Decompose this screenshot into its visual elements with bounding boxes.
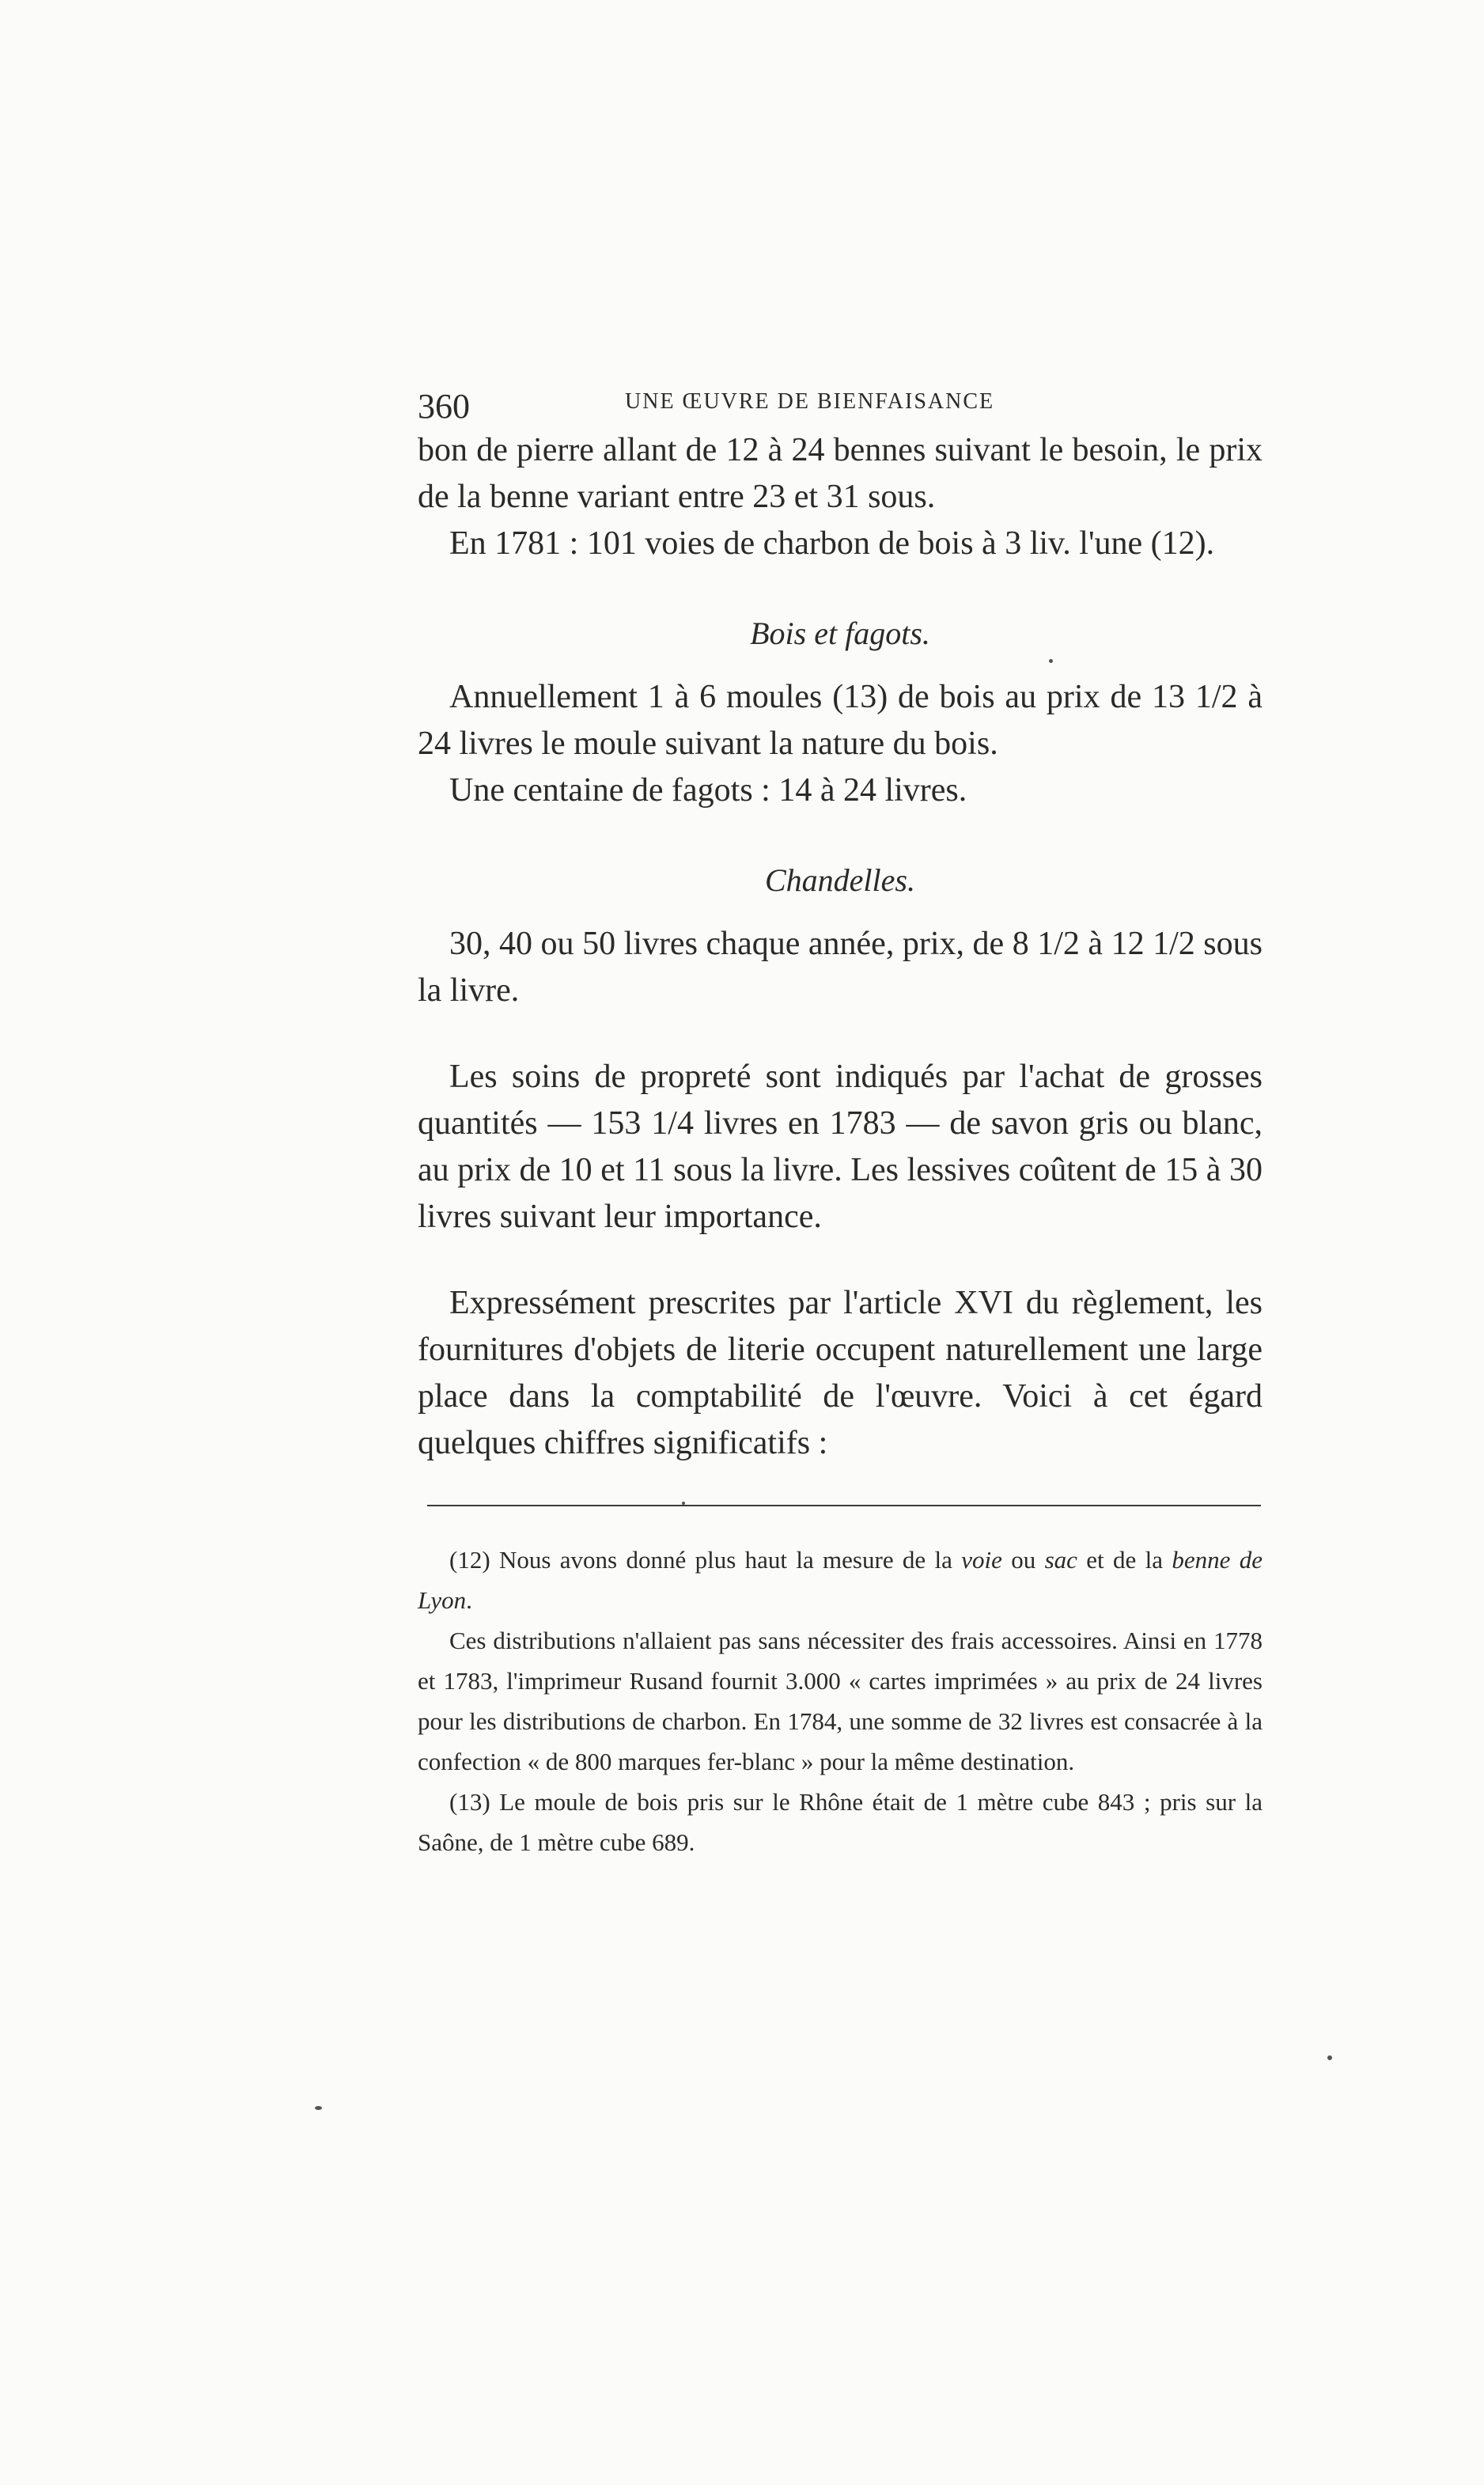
footnote-12-text-c: et de la — [1077, 1546, 1172, 1574]
paragraph-moules: Annuellement 1 à 6 moules (13) de bois au prix de 13 1/2 à 24 livres le moule suivant la nature du bois. — [418, 679, 1263, 762]
footnote-12-text-d: . — [466, 1586, 472, 1614]
paragraph-chandelles: 30, 40 ou 50 livres chaque année, prix, de 8 1/2 à 12 1/2 sous la livre. — [418, 926, 1263, 1009]
body-text — [418, 427, 1263, 1467]
paragraph-charbon-1781: En 1781 : 101 voies de charbon de bois à 3 liv. l'une (12). — [449, 525, 1215, 562]
page-number: 360 — [418, 387, 470, 426]
paragraph-fagots: Une centaine de fagots : 14 à 24 livres. — [449, 772, 967, 809]
section-heading-chandelles: Chandelles. — [765, 862, 915, 898]
footnote-rule — [427, 1505, 1261, 1506]
paragraph-continuation: bon de pierre allant de 12 à 24 bennes suivant le besoin, le prix de la benne variant entre 23 et 31 sous. — [418, 432, 1263, 515]
footnote-12 — [418, 1540, 1263, 1620]
scan-speck — [1327, 2055, 1332, 2060]
paragraph-proprete: Les soins de propreté sont indiqués par l'achat de grosses quantités — 153 1/4 livres en 1783 — de savon gris ou blanc, au prix de 10 et 11 sous la livre. Les lessives coûtent de 15 à 30 livres suivant leur importance. — [418, 1059, 1263, 1235]
footnote-13: (13) Le moule de bois pris sur le Rhône était de 1 mètre cube 843 ; pris sur la Saône, de 1 mètre cube 689. — [418, 1788, 1263, 1856]
scan-speck — [682, 1502, 685, 1505]
section-heading-bois-et-fagots: Bois et fagots. — [750, 616, 930, 651]
scan-speck — [315, 2106, 322, 2110]
paragraph-literie: Expressément prescrites par l'article XVI du règlement, les fournitures d'objets de literie occupent naturellement une large place dans la comptabilité de l'œuvre. Voici à cet égard quelques chiffres significatifs : — [418, 1285, 1263, 1461]
footnotes — [418, 1540, 1263, 1862]
scan-speck — [1049, 659, 1053, 663]
footnote-12-benne: benne de Lyon — [418, 1546, 1263, 1614]
running-head — [418, 372, 1263, 427]
running-title: UNE ŒUVRE DE BIENFAISANCE — [625, 389, 995, 414]
footnote-12-voie: voie — [961, 1546, 1002, 1574]
book-page — [418, 372, 1263, 1862]
footnote-12-continuation: Ces distributions n'allaient pas sans nécessiter des frais accessoires. Ainsi en 1778 et 1783, l'imprimeur Rusand fournit 3.000 « cartes imprimées » au prix de 24 livres pour les distributions de charbon. En 1784, une somme de 32 livres est consacrée à la confection « de 800 marques fer-blanc » pour la même destination. — [418, 1627, 1263, 1775]
footnote-12-sac: sac — [1044, 1546, 1077, 1574]
footnote-12-text-a: (12) Nous avons donné plus haut la mesure de la — [449, 1546, 962, 1574]
footnote-12-text-b: ou — [1001, 1546, 1045, 1574]
